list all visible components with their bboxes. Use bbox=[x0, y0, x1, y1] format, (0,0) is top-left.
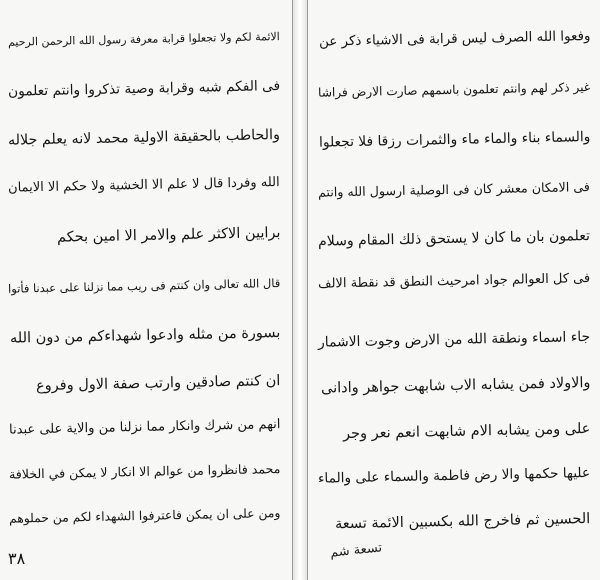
left-page-text bbox=[0, 0, 292, 580]
left-line: قال الله تعالى وان كنتم فى ريب مما نزلنا على عبدنا فأتوا bbox=[7, 276, 281, 296]
right-line: فى كل العوالم جواد امرحيث النطق قد نقطة الالف bbox=[317, 271, 591, 292]
left-line: فى الفكم شبه وقرابة وصية تذكروا وانتم تعلمون bbox=[7, 78, 281, 100]
left-line: انهم من شرك وانكار مما نزلنا من والاية على عبدنا bbox=[8, 417, 281, 438]
left-page bbox=[0, 0, 292, 580]
left-line: الله وفردا قال لا علم الا الخشية ولا حكم الا الايمان bbox=[8, 175, 281, 196]
right-line: تعلمون بان ما كان لا يستحق ذلك المقام وسلام bbox=[317, 228, 591, 250]
catchword: تسعة شم bbox=[329, 540, 383, 561]
left-line: الائمة لكم ولا تجعلوا قرابة معرفة رسول الله الرحمن الرحيم bbox=[8, 30, 281, 49]
left-line: ومن على ان يمكن فاعترفوا الشهداء لكم من حملوهم bbox=[8, 506, 281, 526]
right-line: والاولاد فمن يشابه الاب شابهت جواهر وادانى bbox=[320, 375, 591, 397]
right-line: غير ذكر لهم وانتم تعلمون باسمهم صارت الارض فراشا bbox=[317, 80, 591, 100]
right-line: الحسين ثم فاخرج الله بكسبين الائمة تسعة bbox=[334, 511, 591, 533]
right-line: على ومن يشابه الام شابهت انعم نعر وجر bbox=[342, 421, 591, 443]
left-line: والحاطب بالحقيقة الاولية محمد لانه يعلم جلاله bbox=[7, 127, 281, 149]
right-line: عليها حكمها والا رض فاطمة والسماء على والماء bbox=[317, 465, 591, 487]
right-page bbox=[308, 0, 600, 580]
left-line: بسورة من مثله وادعوا شهداءكم من دون الله bbox=[9, 325, 281, 347]
right-line: جاء اسماء ونطقة الله من الارض وجوت الاشمار bbox=[317, 329, 591, 351]
right-line: والسماء بناء والماء ماء والثمرات رزقا فلا تجعلوا bbox=[318, 129, 591, 151]
left-line: برايين الاكثر علم والامر الا امين بحكم bbox=[56, 225, 281, 246]
right-line: فى الامكان معشر كان فى الوصلية ارسول الله وانتم bbox=[318, 179, 591, 200]
left-line: ان كنتم صادقين وارتب صفة الاول وفروع bbox=[35, 373, 281, 395]
right-line: وفعوا الله الصرف ليس قرابة فى الاشياء ذكر عن bbox=[318, 29, 591, 50]
book-gutter bbox=[292, 0, 308, 580]
right-page-text bbox=[308, 0, 600, 580]
page-number: ٣٨ bbox=[8, 549, 26, 568]
left-line: محمد فانظروا من عوالم الا انكار لا يمكن في الخلافة bbox=[8, 461, 281, 482]
